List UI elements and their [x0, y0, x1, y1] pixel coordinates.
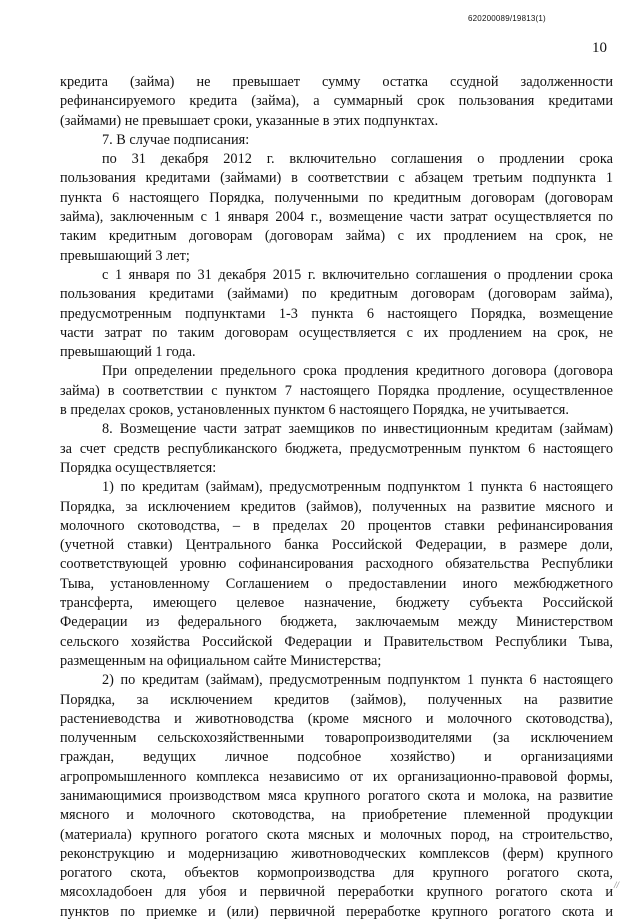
text-line: пользования кредитами (займами) в соответствии с абзацем третьим подпункта 1: [60, 170, 613, 187]
text-line: с 1 января по 31 декабря 2015 г. включительно соглашения о продлении срока: [102, 266, 613, 283]
text-line: граждан, ведущих личное подсобное хозяйство) и организациями: [60, 749, 613, 766]
text-line: (учетной ставки) Центрального банка Российской Федерации, в размере доли,: [60, 537, 613, 554]
text-line: Порядка, за исключением кредитов (займов), полученных на развитие мясного и: [60, 498, 613, 515]
text-line: полученным сельскохозяйственными товаропроизводителями (за исключением: [60, 730, 613, 747]
text-line: реконструкцию и модернизацию животноводческих комплексов (ферм) крупного: [60, 845, 613, 862]
document-code: 620200089/19813(1): [468, 14, 546, 23]
text-line: 2) по кредитам (займам), предусмотренным подпунктом 1 пункта 6 настоящего: [102, 672, 613, 689]
text-line: (материала) крупного рогатого скота мясных и молочных пород, на строительство,: [60, 826, 613, 843]
text-line: предусмотренным подпунктами 1-3 пункта 6 настоящего Порядка, возмещение: [60, 305, 613, 322]
text-line: 1) по кредитам (займам), предусмотренным подпунктом 1 пункта 6 настоящего: [102, 479, 613, 496]
text-line: рефинансируемого кредита (займа), а суммарный срок пользования кредитами: [60, 93, 613, 110]
text-line: 8. Возмещение части затрат заемщиков по инвестиционным кредитам (займам): [102, 421, 613, 438]
text-line: соответствующей уровню софинансирования расходного обязательства Республики: [60, 556, 613, 573]
text-line: пунктов по приемке и (или) первичной переработке крупного рогатого скота и: [60, 903, 613, 920]
text-line: растениеводства и животноводства (кроме мясного и молочного скотоводства),: [60, 710, 613, 727]
text-line: пользования кредитами (займами) по кредитным договорам (договорам займа),: [60, 286, 613, 303]
text-line: трансферта, имеющего целевое назначение, бюджету субъекта Российской: [60, 595, 613, 612]
text-line: по 31 декабря 2012 г. включительно соглашения о продлении срока: [102, 151, 613, 168]
text-line: занимающимися производством мяса крупного рогатого скота и молока, на развитие: [60, 787, 613, 804]
text-line: в пределах сроков, установленных пунктом 6 настоящего Порядка, не учитывается.: [60, 402, 569, 419]
text-line: Порядка, за исключением кредитов (займов), полученных на развитие: [60, 691, 613, 708]
text-line: таким кредитным договорам (договорам займа) с их продлением на срок, не: [60, 228, 613, 245]
text-line: мясохладобоен для убоя и первичной переработки крупного рогатого скота и: [60, 884, 613, 901]
text-line: размещенным на официальном сайте Министерства;: [60, 652, 382, 669]
text-line: рогатого скота, объектов кормопроизводства для крупного рогатого скота,: [60, 865, 613, 882]
text-line: агропромышленного комплекса независимо от их организационно-правовой формы,: [60, 768, 613, 785]
text-line: При определении предельного срока продления кредитного договора (договора: [102, 363, 613, 380]
text-line: за счет средств республиканского бюджета, предусмотренным пунктом 6 настоящего: [60, 440, 613, 457]
text-line: займа), заключенным с 1 января 2004 г., возмещение части затрат осуществляется по: [60, 209, 613, 226]
body-text: [60, 73, 613, 922]
text-line: Порядка осуществляется:: [60, 459, 217, 476]
corner-mark: //: [614, 880, 620, 890]
text-line: Федерации из федерального бюджета, заключаемым между Министерством: [60, 614, 613, 631]
text-line: сельского хозяйства Российской Федерации и Правительством Республики Тыва,: [60, 633, 613, 650]
page-number: 10: [592, 40, 607, 56]
text-line: превышающий 3 лет;: [60, 247, 190, 264]
text-line: (займами) не превышает сроки, указанные в этих подпунктах.: [60, 112, 439, 129]
text-line: займа) в соответствии с пунктом 7 настоящего Порядка продление, осуществленное: [60, 382, 613, 399]
text-line: мясного и молочного скотоводства, на приобретение племенной продукции: [60, 807, 613, 824]
text-line: Тыва, установленному Соглашением о предоставлении иного межбюджетного: [60, 575, 613, 592]
text-line: молочного скотоводства, – в пределах 20 процентов ставки рефинансирования: [60, 517, 613, 534]
text-line: пункта 6 настоящего Порядка, полученными по кредитным договорам (договорам: [60, 189, 613, 206]
text-line: 7. В случае подписания:: [102, 131, 250, 148]
text-line: превышающий 1 года.: [60, 344, 196, 361]
text-line: части затрат по таким договорам осуществляется с их продлением на срок, не: [60, 324, 613, 341]
text-line: кредита (займа) не превышает сумму остатка ссудной задолженности: [60, 74, 613, 90]
